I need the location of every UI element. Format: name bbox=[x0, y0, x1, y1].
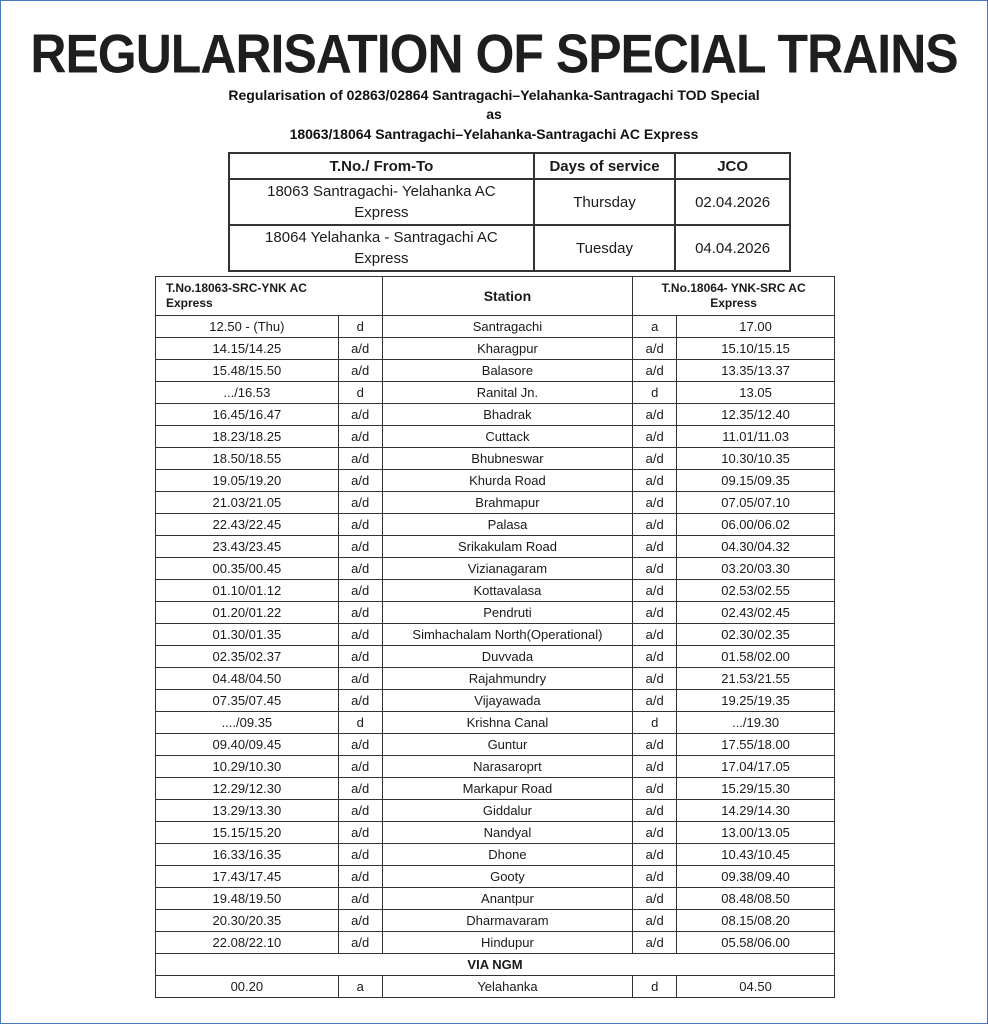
up-time: 17.55/18.00 bbox=[677, 734, 835, 756]
down-arr-dep: a/d bbox=[338, 734, 382, 756]
station-name: Guntur bbox=[382, 734, 633, 756]
table-row bbox=[156, 844, 835, 866]
subtitle-line-2: as bbox=[486, 106, 502, 122]
down-arr-dep: a bbox=[338, 976, 382, 998]
up-arr-dep: a/d bbox=[633, 448, 677, 470]
table-row bbox=[156, 580, 835, 602]
up-time: 15.29/15.30 bbox=[677, 778, 835, 800]
station-name: Balasore bbox=[382, 360, 633, 382]
up-time: 12.35/12.40 bbox=[677, 404, 835, 426]
up-time: 13.00/13.05 bbox=[677, 822, 835, 844]
up-arr-dep: a/d bbox=[633, 404, 677, 426]
up-arr-dep: a/d bbox=[633, 888, 677, 910]
station-name: Kharagpur bbox=[382, 338, 633, 360]
down-time: 22.08/22.10 bbox=[156, 932, 339, 954]
up-arr-dep: a/d bbox=[633, 580, 677, 602]
station-name: Bhadrak bbox=[382, 404, 633, 426]
up-arr-dep: a/d bbox=[633, 514, 677, 536]
down-time: 22.43/22.45 bbox=[156, 514, 339, 536]
up-arr-dep: a/d bbox=[633, 492, 677, 514]
up-time: 01.58/02.00 bbox=[677, 646, 835, 668]
up-arr-dep: a/d bbox=[633, 778, 677, 800]
station-name: Santragachi bbox=[382, 316, 633, 338]
down-time: 00.35/00.45 bbox=[156, 558, 339, 580]
header-train-18064: T.No.18064- YNK-SRC AC Express bbox=[633, 277, 835, 316]
via-label: VIA NGM bbox=[156, 954, 835, 976]
up-arr-dep: a/d bbox=[633, 932, 677, 954]
up-time: 02.53/02.55 bbox=[677, 580, 835, 602]
service-table bbox=[228, 152, 791, 272]
up-arr-dep: a/d bbox=[633, 844, 677, 866]
station-name: Khurda Road bbox=[382, 470, 633, 492]
station-name: Hindupur bbox=[382, 932, 633, 954]
down-time: 07.35/07.45 bbox=[156, 690, 339, 712]
up-time: 02.30/02.35 bbox=[677, 624, 835, 646]
up-time: 07.05/07.10 bbox=[677, 492, 835, 514]
subtitle-line-1: Regularisation of 02863/02864 Santragachi–Yelahanka-Santragachi TOD Special bbox=[228, 87, 760, 103]
up-time: 03.20/03.30 bbox=[677, 558, 835, 580]
station-name: Duvvada bbox=[382, 646, 633, 668]
down-arr-dep: a/d bbox=[338, 800, 382, 822]
up-time: 10.30/10.35 bbox=[677, 448, 835, 470]
down-time: 15.15/15.20 bbox=[156, 822, 339, 844]
down-time: 15.48/15.50 bbox=[156, 360, 339, 382]
up-time: 09.38/09.40 bbox=[677, 866, 835, 888]
up-arr-dep: a/d bbox=[633, 822, 677, 844]
down-time: 19.05/19.20 bbox=[156, 470, 339, 492]
down-arr-dep: a/d bbox=[338, 624, 382, 646]
station-name: Nandyal bbox=[382, 822, 633, 844]
down-time: 14.15/14.25 bbox=[156, 338, 339, 360]
subtitle-line-3: 18063/18064 Santragachi–Yelahanka-Santragachi AC Express bbox=[289, 126, 699, 142]
up-arr-dep: a/d bbox=[633, 426, 677, 448]
down-arr-dep: a/d bbox=[338, 844, 382, 866]
station-name: Rajahmundry bbox=[382, 668, 633, 690]
up-arr-dep: a bbox=[633, 316, 677, 338]
down-arr-dep: d bbox=[338, 382, 382, 404]
down-time: 17.43/17.45 bbox=[156, 866, 339, 888]
station-name: Cuttack bbox=[382, 426, 633, 448]
up-arr-dep: d bbox=[633, 712, 677, 734]
up-time: 09.15/09.35 bbox=[677, 470, 835, 492]
down-time: 02.35/02.37 bbox=[156, 646, 339, 668]
up-time: 02.43/02.45 bbox=[677, 602, 835, 624]
down-arr-dep: a/d bbox=[338, 536, 382, 558]
service-train: 18063 Santragachi- Yelahanka AC Express bbox=[229, 179, 534, 225]
service-jco: 04.04.2026 bbox=[675, 225, 790, 271]
table-row bbox=[156, 382, 835, 404]
down-time: 23.43/23.45 bbox=[156, 536, 339, 558]
table-row bbox=[156, 910, 835, 932]
up-time: 19.25/19.35 bbox=[677, 690, 835, 712]
up-time: 08.48/08.50 bbox=[677, 888, 835, 910]
station-name: Anantpur bbox=[382, 888, 633, 910]
up-time: 06.00/06.02 bbox=[677, 514, 835, 536]
up-arr-dep: a/d bbox=[633, 910, 677, 932]
up-time: 21.53/21.55 bbox=[677, 668, 835, 690]
service-row bbox=[229, 179, 790, 225]
down-arr-dep: a/d bbox=[338, 888, 382, 910]
down-time: 13.29/13.30 bbox=[156, 800, 339, 822]
table-row bbox=[156, 558, 835, 580]
down-time: 01.30/01.35 bbox=[156, 624, 339, 646]
up-time: 15.10/15.15 bbox=[677, 338, 835, 360]
up-time: 17.04/17.05 bbox=[677, 756, 835, 778]
station-name: Narasaroprt bbox=[382, 756, 633, 778]
table-row bbox=[156, 470, 835, 492]
table-row bbox=[156, 316, 835, 338]
service-table-header bbox=[229, 153, 790, 179]
header-station: Station bbox=[382, 277, 633, 316]
down-arr-dep: a/d bbox=[338, 602, 382, 624]
down-arr-dep: d bbox=[338, 316, 382, 338]
down-arr-dep: a/d bbox=[338, 778, 382, 800]
down-time: 16.33/16.35 bbox=[156, 844, 339, 866]
table-row bbox=[156, 404, 835, 426]
down-time: .../16.53 bbox=[156, 382, 339, 404]
down-arr-dep: a/d bbox=[338, 338, 382, 360]
station-name: Brahmapur bbox=[382, 492, 633, 514]
table-row bbox=[156, 734, 835, 756]
up-time: 10.43/10.45 bbox=[677, 844, 835, 866]
up-arr-dep: a/d bbox=[633, 800, 677, 822]
station-name: Palasa bbox=[382, 514, 633, 536]
up-arr-dep: a/d bbox=[633, 866, 677, 888]
header-train: T.No./ From-To bbox=[229, 153, 534, 179]
down-time: 01.20/01.22 bbox=[156, 602, 339, 624]
up-arr-dep: a/d bbox=[633, 470, 677, 492]
station-name: Gooty bbox=[382, 866, 633, 888]
down-arr-dep: a/d bbox=[338, 910, 382, 932]
up-time: 05.58/06.00 bbox=[677, 932, 835, 954]
table-row bbox=[156, 492, 835, 514]
up-time: .../19.30 bbox=[677, 712, 835, 734]
up-time: 04.30/04.32 bbox=[677, 536, 835, 558]
table-row bbox=[156, 360, 835, 382]
station-name: Pendruti bbox=[382, 602, 633, 624]
down-time: 09.40/09.45 bbox=[156, 734, 339, 756]
down-arr-dep: a/d bbox=[338, 866, 382, 888]
down-time: 04.48/04.50 bbox=[156, 668, 339, 690]
service-row bbox=[229, 225, 790, 271]
timetable bbox=[155, 276, 835, 998]
down-arr-dep: a/d bbox=[338, 558, 382, 580]
down-arr-dep: a/d bbox=[338, 448, 382, 470]
table-row bbox=[156, 514, 835, 536]
table-row bbox=[156, 624, 835, 646]
table-row bbox=[156, 668, 835, 690]
down-arr-dep: a/d bbox=[338, 668, 382, 690]
down-time: 12.50 - (Thu) bbox=[156, 316, 339, 338]
up-time: 11.01/11.03 bbox=[677, 426, 835, 448]
down-arr-dep: a/d bbox=[338, 360, 382, 382]
down-time: 20.30/20.35 bbox=[156, 910, 339, 932]
down-time: 01.10/01.12 bbox=[156, 580, 339, 602]
down-time: 21.03/21.05 bbox=[156, 492, 339, 514]
up-arr-dep: a/d bbox=[633, 756, 677, 778]
up-arr-dep: d bbox=[633, 382, 677, 404]
down-arr-dep: a/d bbox=[338, 426, 382, 448]
up-arr-dep: d bbox=[633, 976, 677, 998]
table-row bbox=[156, 712, 835, 734]
table-row bbox=[156, 602, 835, 624]
table-row bbox=[156, 690, 835, 712]
header-days: Days of service bbox=[534, 153, 675, 179]
table-row bbox=[156, 338, 835, 360]
up-arr-dep: a/d bbox=[633, 360, 677, 382]
down-arr-dep: a/d bbox=[338, 822, 382, 844]
up-arr-dep: a/d bbox=[633, 536, 677, 558]
up-arr-dep: a/d bbox=[633, 624, 677, 646]
station-name: Yelahanka bbox=[382, 976, 633, 998]
down-arr-dep: a/d bbox=[338, 756, 382, 778]
station-name: Simhachalam North(Operational) bbox=[382, 624, 633, 646]
up-arr-dep: a/d bbox=[633, 338, 677, 360]
up-time: 13.35/13.37 bbox=[677, 360, 835, 382]
page-title: REGULARISATION OF SPECIAL TRAINS bbox=[30, 23, 958, 85]
down-time: 10.29/10.30 bbox=[156, 756, 339, 778]
down-time: 12.29/12.30 bbox=[156, 778, 339, 800]
header-jco: JCO bbox=[675, 153, 790, 179]
down-time: 19.48/19.50 bbox=[156, 888, 339, 910]
service-days: Thursday bbox=[534, 179, 675, 225]
timetable-header bbox=[156, 277, 835, 316]
up-time: 13.05 bbox=[677, 382, 835, 404]
station-name: Markapur Road bbox=[382, 778, 633, 800]
up-arr-dep: a/d bbox=[633, 690, 677, 712]
station-name: Giddalur bbox=[382, 800, 633, 822]
station-name: Bhubneswar bbox=[382, 448, 633, 470]
station-name: Ranital Jn. bbox=[382, 382, 633, 404]
down-arr-dep: a/d bbox=[338, 932, 382, 954]
up-arr-dep: a/d bbox=[633, 602, 677, 624]
down-time: 18.50/18.55 bbox=[156, 448, 339, 470]
service-days: Tuesday bbox=[534, 225, 675, 271]
table-row bbox=[156, 448, 835, 470]
table-row bbox=[156, 778, 835, 800]
service-jco: 02.04.2026 bbox=[675, 179, 790, 225]
down-arr-dep: d bbox=[338, 712, 382, 734]
down-arr-dep: a/d bbox=[338, 514, 382, 536]
table-row bbox=[156, 822, 835, 844]
down-arr-dep: a/d bbox=[338, 646, 382, 668]
station-name: Vijayawada bbox=[382, 690, 633, 712]
table-row bbox=[156, 866, 835, 888]
station-name: Kottavalasa bbox=[382, 580, 633, 602]
down-time: 00.20 bbox=[156, 976, 339, 998]
table-row bbox=[156, 976, 835, 998]
down-time: 18.23/18.25 bbox=[156, 426, 339, 448]
station-name: Vizianagaram bbox=[382, 558, 633, 580]
down-time: 16.45/16.47 bbox=[156, 404, 339, 426]
table-row bbox=[156, 426, 835, 448]
up-time: 04.50 bbox=[677, 976, 835, 998]
up-arr-dep: a/d bbox=[633, 668, 677, 690]
table-row bbox=[156, 888, 835, 910]
down-arr-dep: a/d bbox=[338, 580, 382, 602]
up-arr-dep: a/d bbox=[633, 646, 677, 668]
station-name: Dharmavaram bbox=[382, 910, 633, 932]
up-time: 14.29/14.30 bbox=[677, 800, 835, 822]
down-time: ..../09.35 bbox=[156, 712, 339, 734]
down-arr-dep: a/d bbox=[338, 470, 382, 492]
table-row bbox=[156, 932, 835, 954]
down-arr-dep: a/d bbox=[338, 690, 382, 712]
down-arr-dep: a/d bbox=[338, 404, 382, 426]
down-arr-dep: a/d bbox=[338, 492, 382, 514]
up-time: 08.15/08.20 bbox=[677, 910, 835, 932]
station-name: Dhone bbox=[382, 844, 633, 866]
service-train: 18064 Yelahanka - Santragachi AC Express bbox=[229, 225, 534, 271]
table-row bbox=[156, 756, 835, 778]
up-time: 17.00 bbox=[677, 316, 835, 338]
via-row bbox=[156, 954, 835, 976]
table-row bbox=[156, 646, 835, 668]
up-arr-dep: a/d bbox=[633, 734, 677, 756]
station-name: Srikakulam Road bbox=[382, 536, 633, 558]
table-row bbox=[156, 800, 835, 822]
station-name: Krishna Canal bbox=[382, 712, 633, 734]
up-arr-dep: a/d bbox=[633, 558, 677, 580]
table-row bbox=[156, 536, 835, 558]
header-train-18063: T.No.18063-SRC-YNK AC Express bbox=[156, 277, 383, 316]
